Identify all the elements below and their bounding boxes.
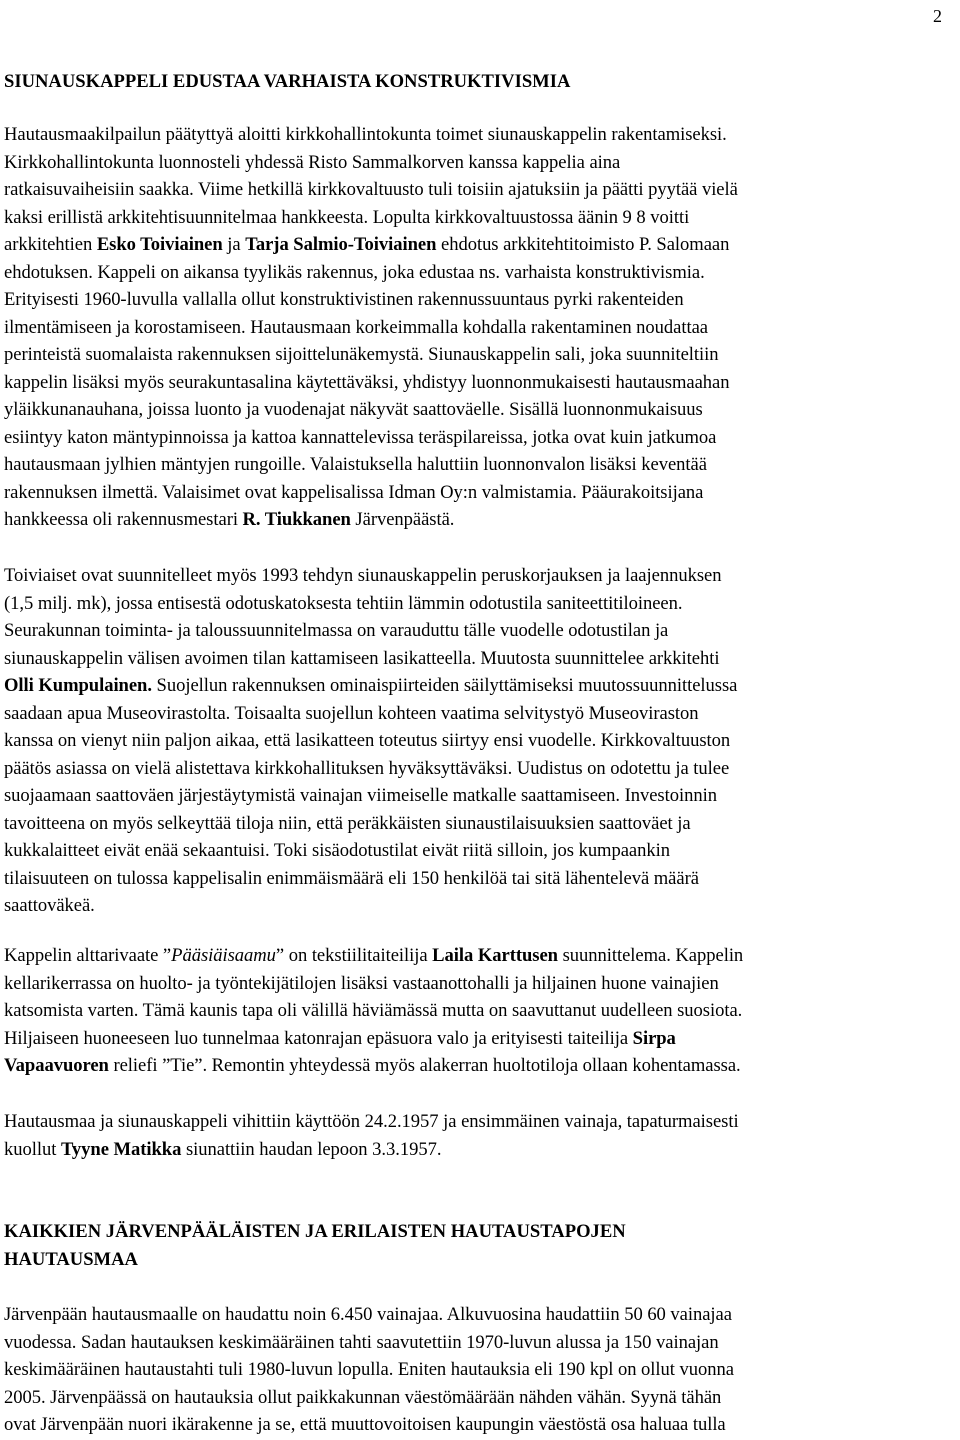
text-run: rakennuksen ilmettä. Valaisimet ovat kappelisalissa Idman Oy:n valmistamia. Pääurakoitsijana <box>4 481 704 503</box>
text-run: kappelin lisäksi myös seurakuntasalina käytettäväksi, yhdistyy luonnonmukaisesti hautausmaahan <box>4 371 730 393</box>
text-run: Hautausmaa ja siunauskappeli vihittiin käyttöön 24.2.1957 ja ensimmäinen vainaja, tapaturmaisesti <box>4 1111 739 1132</box>
text-run: saattoväkeä. <box>4 895 95 916</box>
text-run: Järvenpään hautausmaalle on haudattu noin 6.450 vainajaa. Alkuvuosina haudattiin 50 60 vainajaa <box>4 1304 732 1325</box>
text-run: tavoitteena on myös selkeyttää tiloja niin, että peräkkäisten siunaustilaisuuksien saattoväet ja <box>4 812 691 834</box>
bold-text: Olli Kumpulainen. <box>4 675 152 696</box>
text-line <box>4 727 956 755</box>
text-line <box>4 1329 956 1357</box>
text-run: suunnittelema. Kappelin <box>557 945 744 966</box>
text-run: saadaan apua Museovirastolta. Toisaalta suojellun kohteen vaatima selvitystyö Museoviraston <box>4 702 699 724</box>
text-run: kanssa on vienyt niin paljon aikaa, että lasikatteen toteutus siirtyy ensi vuodelle. Kirkkovaltuuston <box>4 730 731 751</box>
italic-text: Pääsiäisaamu <box>171 945 276 966</box>
bold-text: Esko Toiviainen <box>96 234 223 255</box>
heading-line: KAIKKIEN JÄRVENPÄÄLÄISTEN JA ERILAISTEN HAUTAUSTAPOJEN <box>4 1221 626 1242</box>
text-run: Erityisesti 1960-luvulla vallalla ollut konstruktivistinen rakennussuuntaus pyrki rakenteiden <box>4 289 684 310</box>
text-line <box>4 506 956 534</box>
text-run: ” on tekstiilitaiteilija <box>275 945 433 966</box>
text-line <box>4 176 956 204</box>
text-line <box>4 782 956 810</box>
text-line <box>4 617 956 645</box>
text-run: esiintyy katon mäntypinnoissa ja kattoa kannattelevissa teräspilareissa, jotka ovat kuin jatkumoa <box>4 426 717 448</box>
text-run: suojaamaan saattoväen järjestäytymistä vainajan viimeiselle matkalle saattamiseen. Investoinnin <box>4 785 717 806</box>
text-run: vuodessa. Sadan hautauksen keskimääräinen tahti saavutettiin 1970-luvun alussa ja 150 vainajan <box>4 1331 719 1353</box>
text-line <box>4 942 956 970</box>
text-line <box>4 424 956 452</box>
text-run: kuollut <box>4 1138 61 1160</box>
text-run: (1,5 milj. mk), jossa entisestä odotuskatoksesta tehtiin lämmin odotustila saniteettitiloineen. <box>4 592 683 614</box>
page-number: 2 <box>933 6 942 26</box>
text-line <box>4 1052 956 1080</box>
bold-text: Tyyne Matikka <box>60 1138 182 1160</box>
text-line <box>4 231 956 259</box>
text-line <box>4 1384 956 1412</box>
text-run: arkkitehtien <box>4 234 97 255</box>
text-run: 2005. Järvenpäässä on hautauksia ollut paikkakunnan väestömäärään nähden vähän. Syynä tähän <box>4 1386 722 1408</box>
text-line <box>4 837 956 865</box>
bold-text: Tarja Salmio-Toiviainen <box>245 234 437 255</box>
bold-text: Vapaavuoren <box>4 1055 109 1076</box>
text-line <box>4 1411 956 1439</box>
text-run: perinteistä suomalaista rakennuksen sijoittelunäkemystä. Siunauskappelin sali, joka suunniteltiin <box>4 344 719 365</box>
text-run: Toiviaiset ovat suunnitelleet myös 1993 tehdyn siunauskappelin peruskorjauksen ja laajennuksen <box>4 565 722 586</box>
text-run: ovat Järvenpään nuori ikärakenne ja se, että muuttovoitoisen kaupungin väestöstä osa haluaa tulla <box>4 1414 726 1435</box>
text-line <box>4 865 956 893</box>
paragraph-altar-cloth <box>4 942 956 1080</box>
text-line <box>4 700 956 728</box>
text-run: yläikkunanauhana, joissa luonto ja vuodenajat näkyvät saattoväelle. Sisällä luonnonmukaisuus <box>4 399 703 420</box>
text-line <box>4 892 956 920</box>
text-line <box>4 451 956 479</box>
text-line <box>4 672 956 700</box>
text-run: ehdotuksen. Kappeli on aikansa tyylikäs rakennus, joka edustaa ns. varhaista konstruktivismia. <box>4 261 705 283</box>
text-line <box>4 1356 956 1384</box>
text-line <box>4 204 956 232</box>
text-line <box>4 1108 956 1136</box>
text-run: kaksi erillistä arkkitehtisuunnitelmaa hankkeesta. Lopulta kirkkovaltuustossa äänin 9 8 voitti <box>4 206 690 228</box>
text-run: hankkeessa oli rakennusmestari <box>4 509 243 530</box>
text-run: kukkalaitteet eivät enää sekaantuisi. Toki sisäodotustilat eivät riitä silloin, jos kumpaankin <box>4 840 670 861</box>
text-line <box>4 562 956 590</box>
bold-text: Sirpa <box>632 1027 676 1049</box>
text-run: Kappelin alttarivaate ” <box>4 945 172 966</box>
paragraph-chapel-history <box>4 121 956 534</box>
text-run: ja <box>222 234 246 255</box>
text-line <box>4 286 956 314</box>
paragraph-consecration <box>4 1108 956 1163</box>
text-line <box>4 1136 956 1164</box>
text-run: keskimääräinen hautaustahti tuli 1980-luvun lopulla. Eniten hautauksia eli 190 kpl on ollut vuonna <box>4 1359 734 1380</box>
text-line <box>4 645 956 673</box>
text-run: Hiljaiseen huoneeseen luo tunnelmaa katonrajan epäsuora valo ja erityisesti taiteilija <box>4 1027 633 1049</box>
text-run: päätös asiassa on vielä alistettava kirkkohallituksen hyväksyttäväksi. Uudistus on odotettu ja tulee <box>4 757 730 779</box>
text-run: siunauskappelin välisen avoimen tilan kattamiseen lasikatteella. Muutosta suunnittelee arkkitehti <box>4 647 720 669</box>
text-line <box>4 810 956 838</box>
text-run: hautausmaan jylhien mäntyjen rungoille. Valaistuksella haluttiin luonnonvalon lisäksi keventää <box>4 454 707 475</box>
text-line <box>4 259 956 287</box>
text-line <box>4 149 956 177</box>
text-line <box>4 590 956 618</box>
text-run: ehdotus arkkitehtitoimisto P. Salomaan <box>436 234 730 255</box>
text-run: Suojellun rakennuksen ominaispiirteiden säilyttämiseksi muutossuunnittelussa <box>151 675 738 696</box>
text-run: siunattiin haudan lepoon 3.3.1957. <box>181 1138 442 1160</box>
text-run: Järvenpäästä. <box>350 509 455 530</box>
text-line <box>4 369 956 397</box>
paragraph-renovation <box>4 562 956 920</box>
bold-text: Laila Karttusen <box>432 945 558 966</box>
section-heading-cemetery <box>4 1218 904 1273</box>
text-run: katsomista varten. Tämä kaunis tapa oli välillä häviämässä mutta on saavuttanut uudelleen suosiota. <box>4 1000 743 1021</box>
text-run: tilaisuuteen on tulossa kappelisalin enimmäismäärä eli 150 henkilöä tai sitä lähentelevä määrä <box>4 867 699 889</box>
text-line <box>4 314 956 342</box>
text-run: Kirkkohallintokunta luonnosteli yhdessä Risto Sammalkorven kanssa kappelia aina <box>4 151 621 173</box>
text-run: Seurakunnan toiminta- ja taloussuunnitelmassa on varauduttu tälle vuodelle odotustilan ja <box>4 620 669 641</box>
text-line <box>4 479 956 507</box>
text-run: reliefi ”Tie”. Remontin yhteydessä myös alakerran huoltotiloja ollaan kohentamassa. <box>108 1055 741 1076</box>
text-line <box>4 341 956 369</box>
bold-text: R. Tiukkanen <box>242 509 351 530</box>
text-run: ilmentämiseen ja korostamiseen. Hautausmaan korkeimmalla kohdalla rakentaminen noudattaa <box>4 316 708 338</box>
text-line <box>4 121 956 149</box>
text-line <box>4 1301 956 1329</box>
text-run: Hautausmaakilpailun päätyttyä aloitti kirkkohallintokunta toimet siunauskappelin rakentamiseksi. <box>4 124 727 145</box>
section-heading-chapel: SIUNAUSKAPPELI EDUSTAA VARHAISTA KONSTRUKTIVISMIA <box>4 71 571 92</box>
text-line <box>4 755 956 783</box>
text-line <box>4 970 956 998</box>
text-line <box>4 1025 956 1053</box>
text-run: ratkaisuvaiheisiin saakka. Viime hetkillä kirkkovaltuusto tuli toisiin ajatuksiin ja päätti pyytää vielä <box>4 179 738 200</box>
paragraph-burial-statistics <box>4 1301 956 1439</box>
text-run: kellarikerrassa on huolto- ja työntekijätilojen lisäksi vastaanottohalli ja hiljainen huone vainajien <box>4 972 719 994</box>
text-line <box>4 396 956 424</box>
heading-line: HAUTAUSMAA <box>4 1248 138 1270</box>
text-line <box>4 997 956 1025</box>
